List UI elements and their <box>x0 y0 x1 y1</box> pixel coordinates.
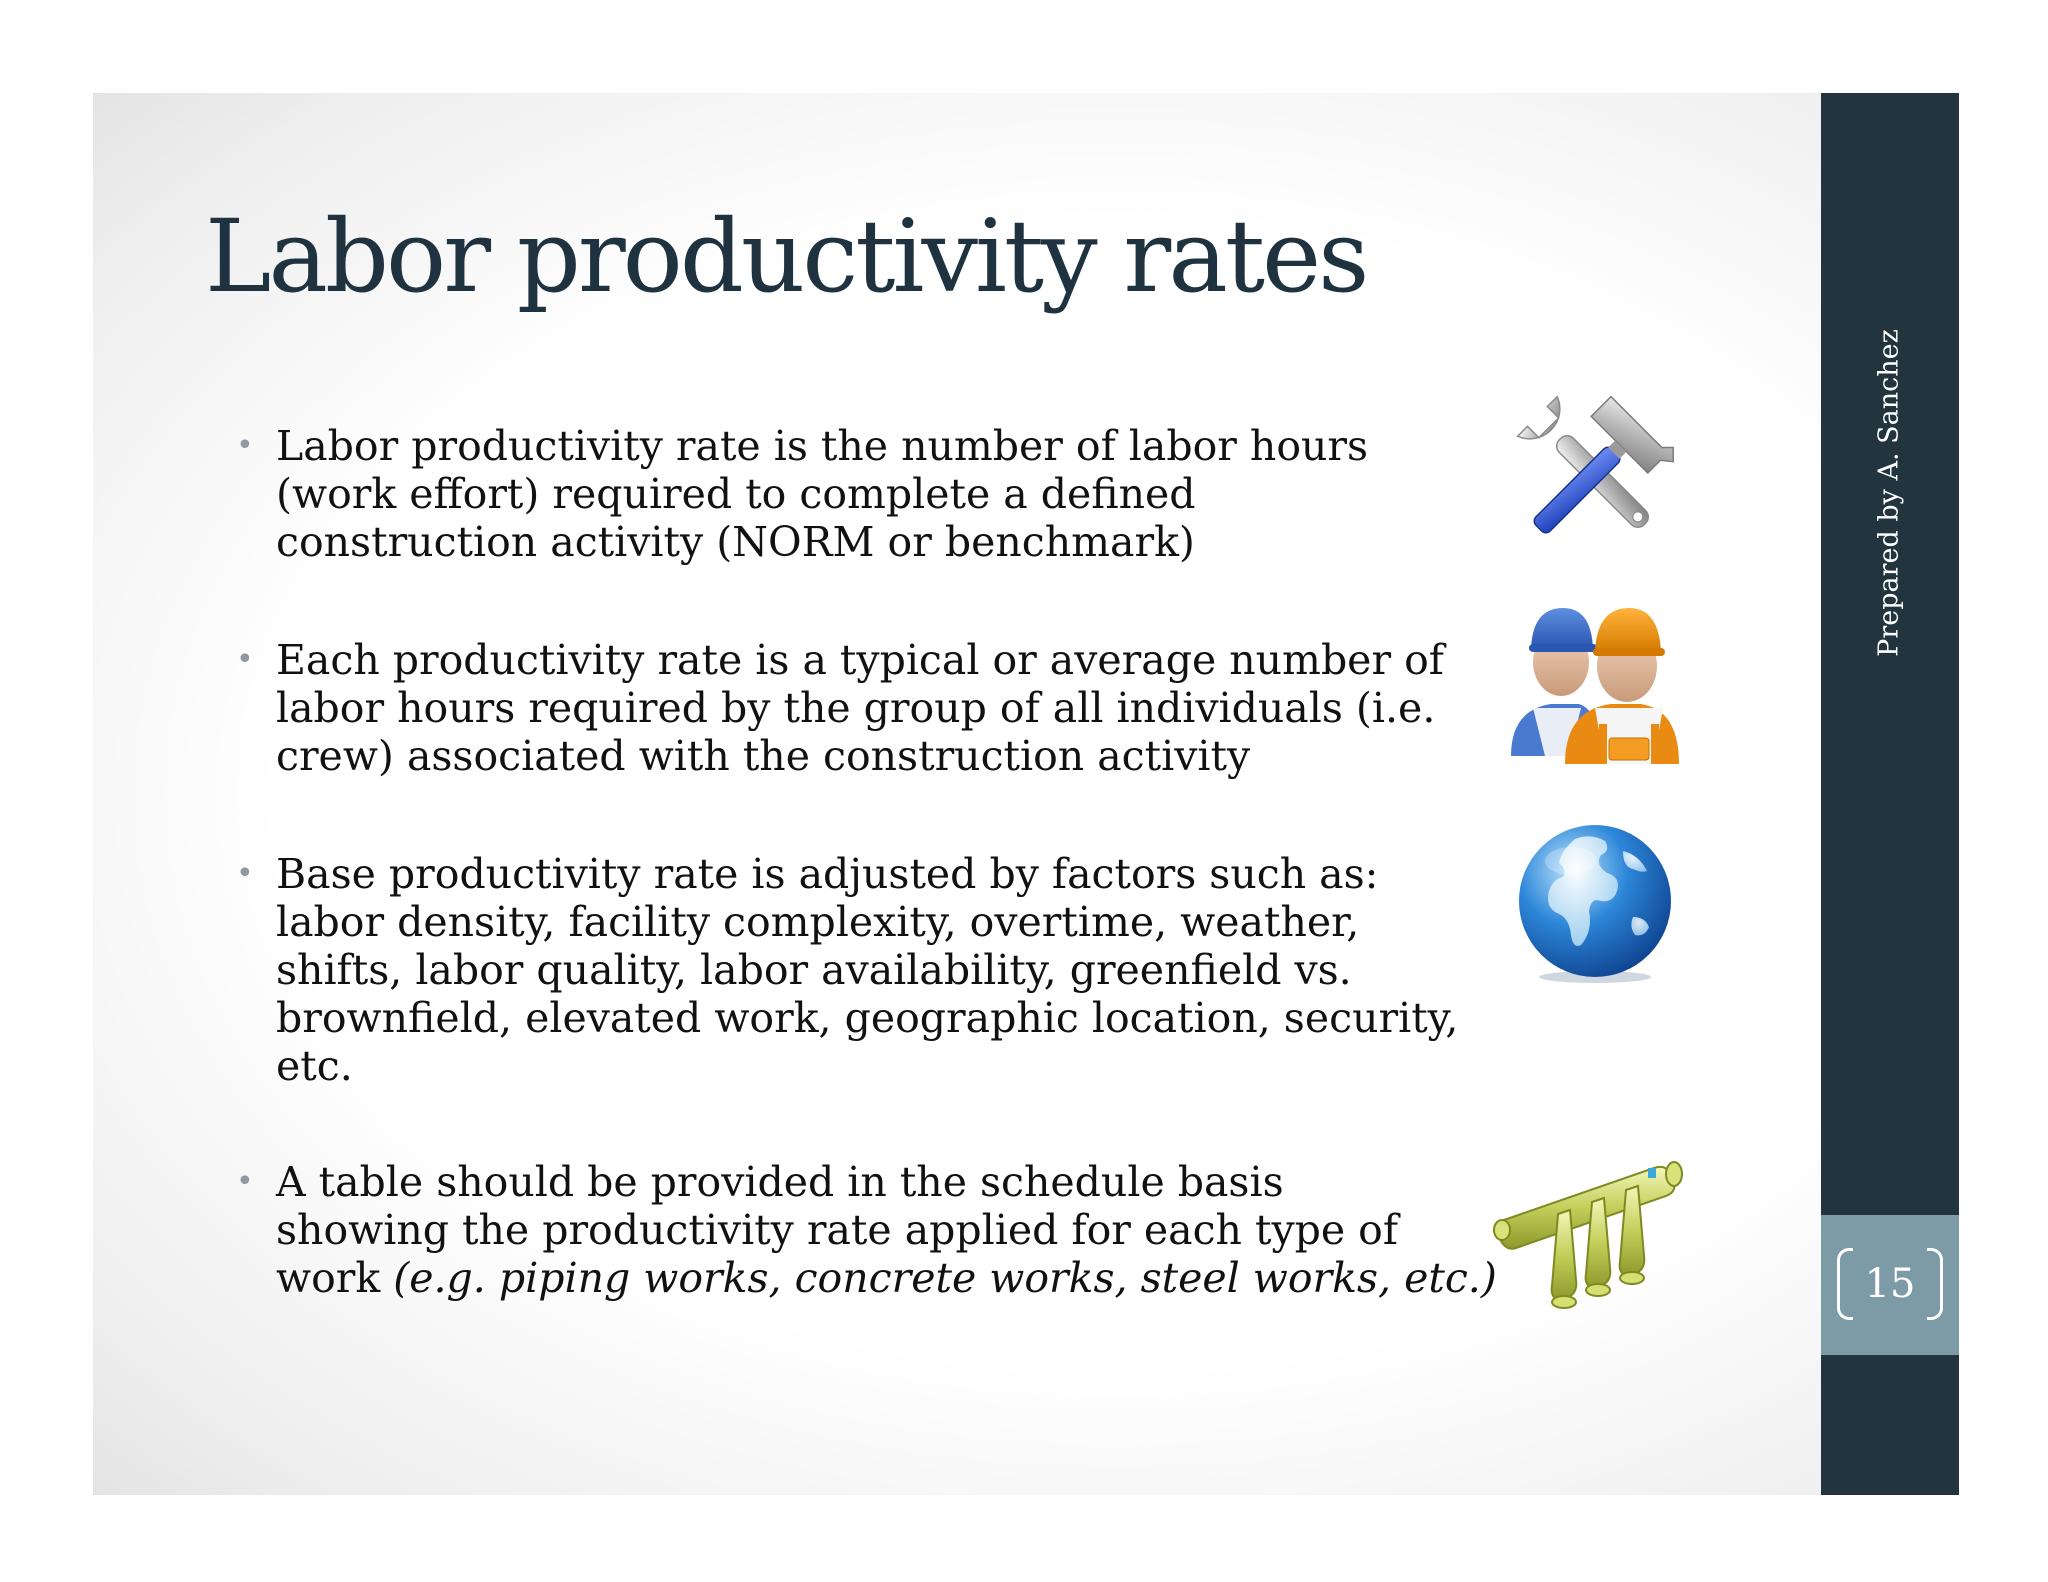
pipe-icon <box>1488 1156 1701 1331</box>
bullet-text: Each productivity rate is a typical or average number of labor hours required by the group of all individuals (i.e. crew) associated with the construction activity <box>276 636 1444 780</box>
slide <box>93 93 1959 1495</box>
bullet-marker: • <box>236 428 254 463</box>
bracket-right <box>1927 1248 1943 1320</box>
page-number-badge <box>1821 1215 1959 1355</box>
bullet-item <box>236 1158 1611 1302</box>
bullet-item <box>236 850 1611 1090</box>
bullet-text-examples: (e.g. piping works, concrete works, steel works, etc.) <box>393 1254 1497 1302</box>
bullet-text: Base productivity rate is adjusted by factors such as: labor density, facility complexity, overtime, weather, shifts, labor quality, labor availability, greenfield vs. brownfield, elevated work, geographic location, security, etc. <box>276 850 1459 1090</box>
bullet-marker: • <box>236 856 254 891</box>
bullet-marker: • <box>236 1164 254 1199</box>
author-credit-text: Prepared by A. Sanchez <box>1873 329 1905 657</box>
bullet-text: Labor productivity rate is the number of labor hours (work effort) required to complete a defined construction activity (NORM or benchmark) <box>276 422 1369 566</box>
bullet-marker: • <box>236 642 254 677</box>
bullet-item <box>236 422 1611 566</box>
bullet-item <box>236 636 1611 780</box>
page-number: 15 <box>1864 1261 1916 1307</box>
tools-icon <box>1506 385 1681 555</box>
bullet-text: A table should be provided in the schedule basis showing the productivity rate applied for each type of work <box>276 1158 1399 1302</box>
globe-icon <box>1513 821 1678 986</box>
slide-title: Labor productivity rates <box>205 198 1367 315</box>
workers-icon <box>1503 596 1683 764</box>
